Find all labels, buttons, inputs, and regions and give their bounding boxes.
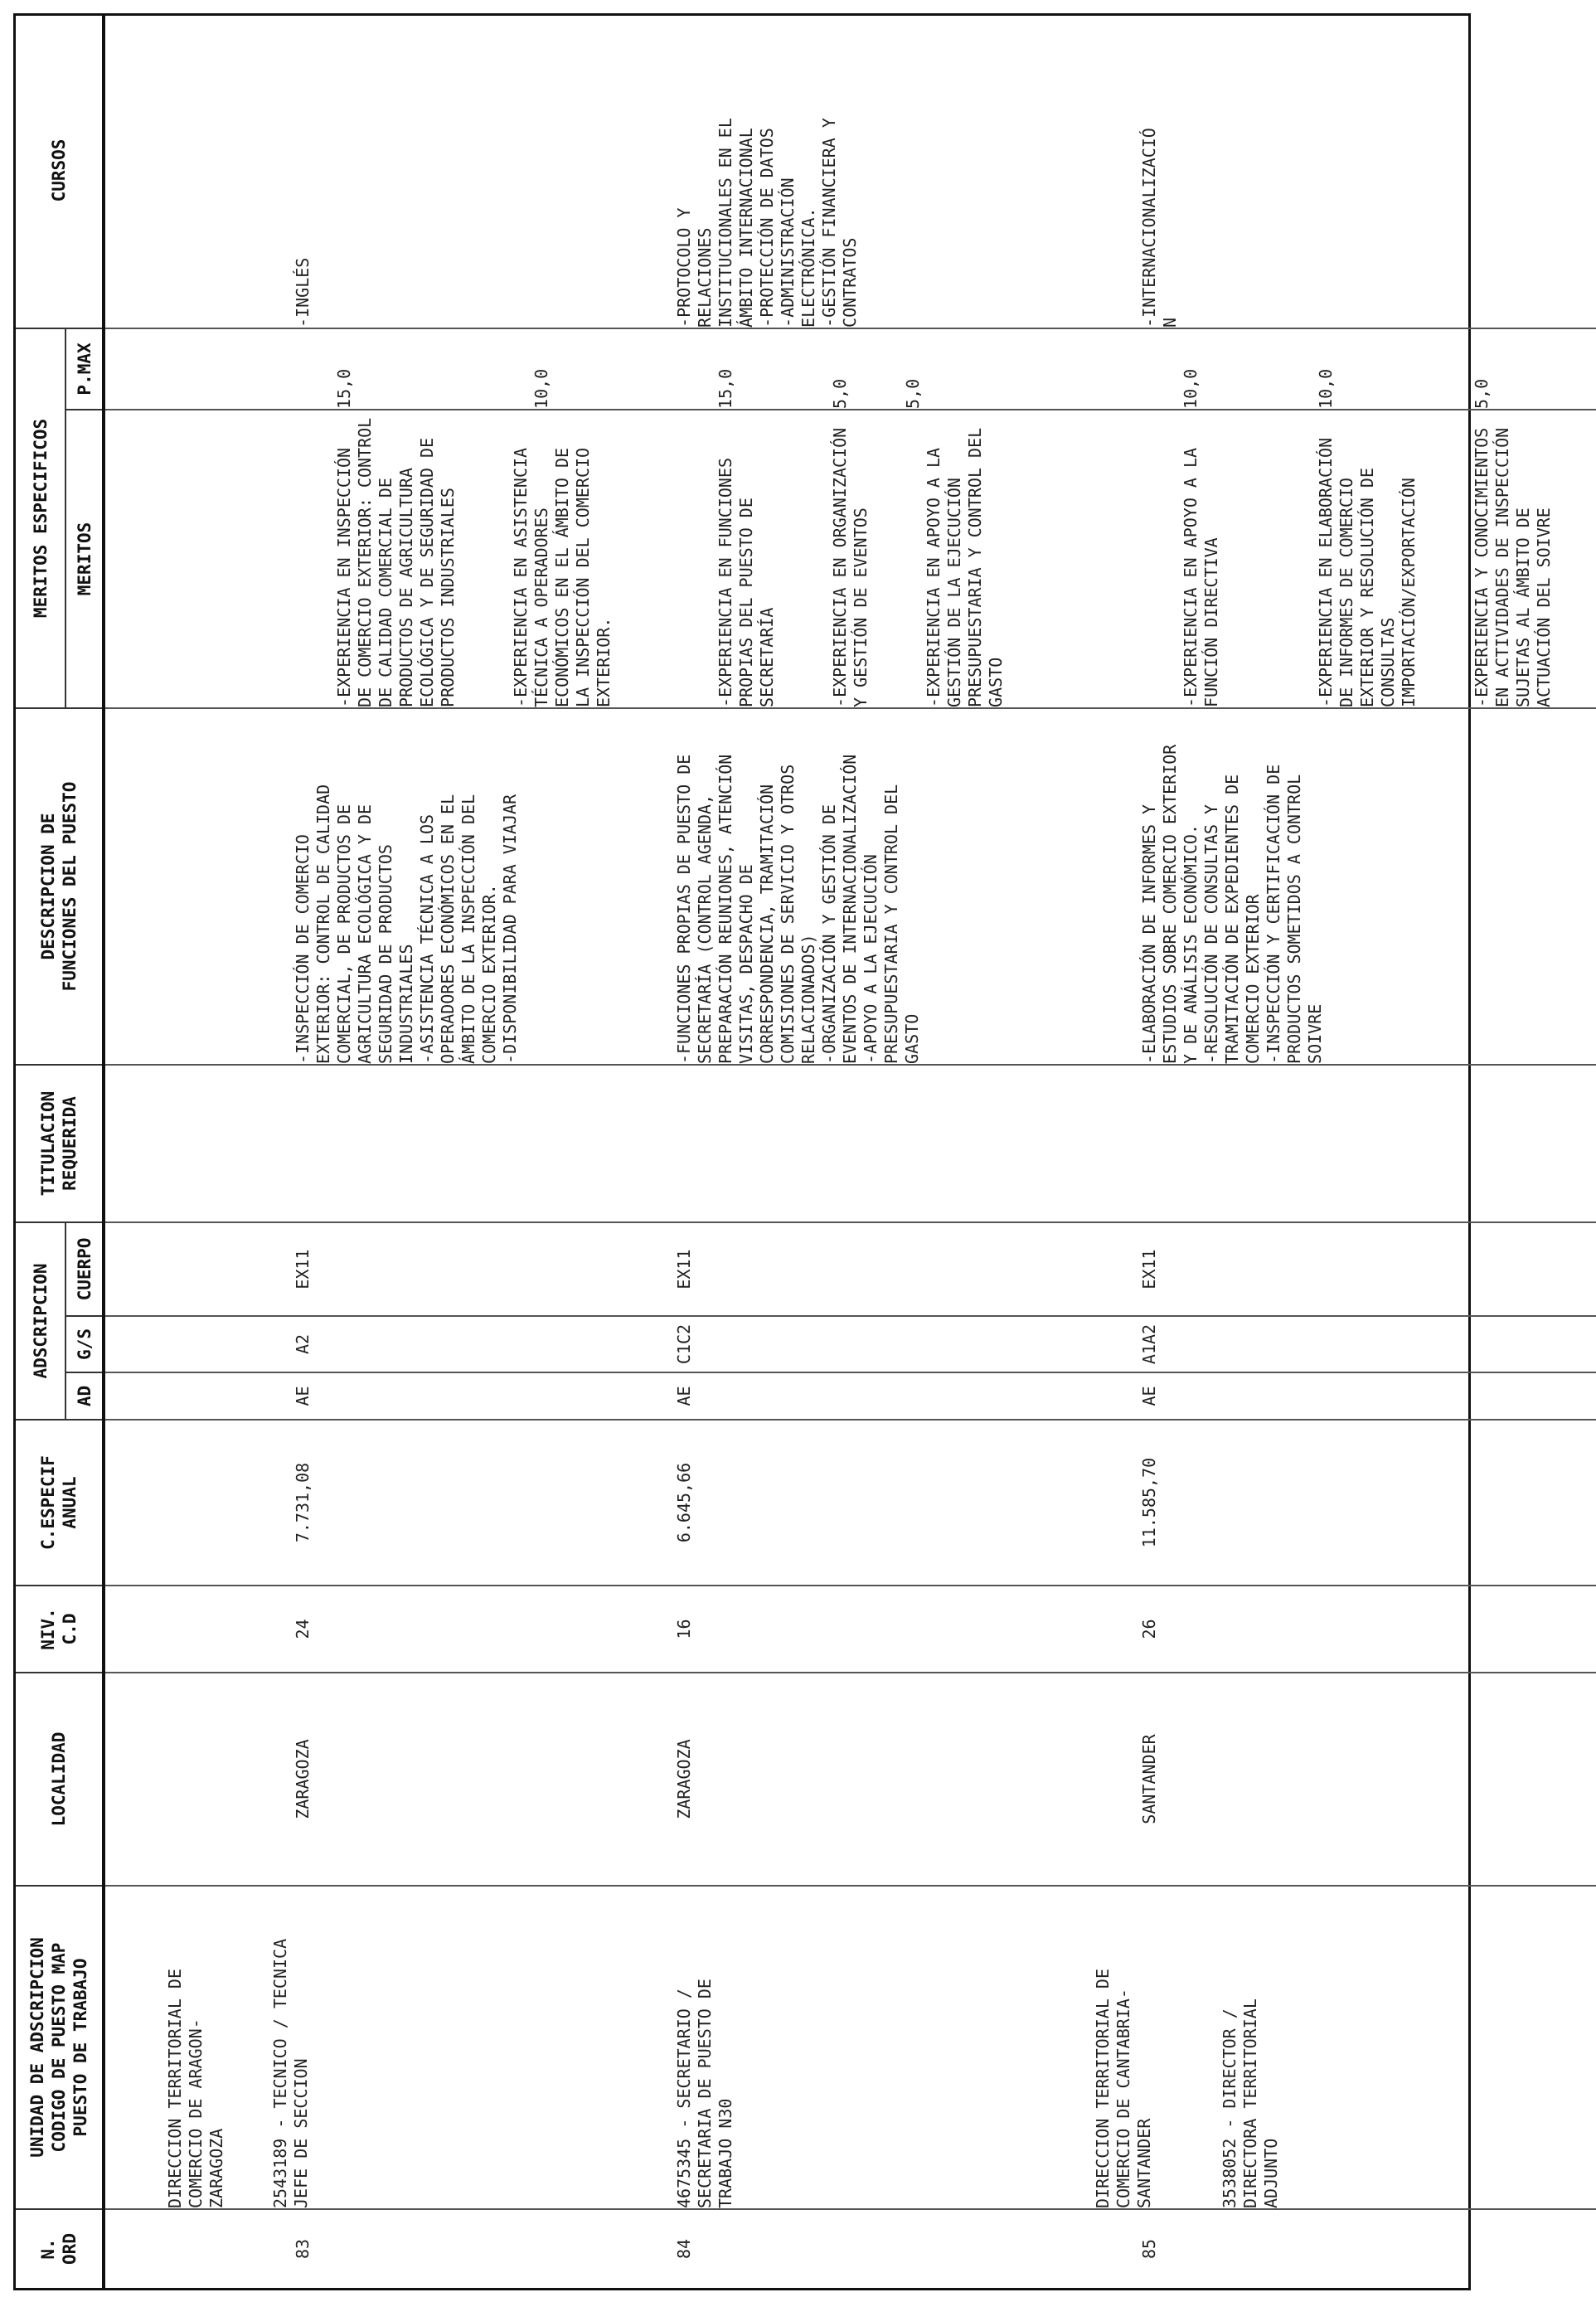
row-85-ad: AE (1048, 1372, 1596, 1420)
row-84-pmax-2: 5,0 (830, 378, 850, 409)
row-85-titulacion (1048, 1065, 1596, 1222)
row-83-cursos: -INGLÉS (293, 257, 313, 328)
row-85-pmax-1: 10,0 (1181, 368, 1201, 409)
table-row (104, 13, 656, 2288)
row-85-merito-2: -EXPERIENCIA EN ELABORACIÓN DE INFORMES DE COMERCIO EXTERIOR Y RESOLUCIÓN DE CONSULTAS IMPORTACIÓN/EXPORTACIÓN (1316, 437, 1419, 707)
row-83-pmax (104, 328, 656, 410)
row-84-pmax (656, 328, 1048, 410)
table-frame (13, 13, 1554, 2290)
row-84-cursos: -PROTOCOLO Y RELACIONES INSTITUCIONALES EN EL ÁMBITO INTERNACIONAL -PROTECCIÓN DE DATOS -ADMINISTRACIÓN ELECTRÓNICA. -GESTIÓN FINANCIERA Y CONTRATOS (674, 118, 860, 328)
row-83-meritos (104, 410, 656, 708)
row-84-merito-1: -EXPERIENCIA EN FUNCIONES PROPIAS DEL PUESTO DE SECRETARÍA (716, 457, 777, 707)
row-83-descripcion: -INSPECCIÓN DE COMERCIO EXTERIOR: CONTROL DE CALIDAD COMERCIAL, DE PRODUCTOS DE AGRICULTURA ECOLÓGICA Y DE SEGURIDAD DE PRODUCTOS INDUSTRIALES -ASISTENCIA TÉCNICA A LOS OPERADORES ECONÓMICOS EN EL ÁMBITO DE LA INSPECCIÓN DEL COMERCIO EXTERIOR. -DISPONIBILIDAD PARA VIAJAR (104, 708, 656, 1065)
row-83-n-ord: 83 (104, 2209, 656, 2288)
row-85-meritos (1048, 410, 1596, 708)
row-84-merito-3: -EXPERIENCIA EN APOYO A LA GESTIÓN DE LA EJECUCIÓN PRESUPUESTARIA Y CONTROL DEL GASTO (924, 427, 1006, 707)
table-row (1048, 13, 1596, 2288)
header-ad: AD (65, 1372, 102, 1420)
row-85-descripcion: -ELABORACIÓN DE INFORMES Y ESTUDIOS SOBRE COMERCIO EXTERIOR Y DE ANÁLISIS ECONÓMICO. -RESOLUCIÓN DE CONSULTAS Y TRAMITACIÓN DE EXPEDIENTES DE COMERCIO EXTERIOR -INSPECCIÓN Y CERTIFICACIÓN DE PRODUCTOS SOMETIDOS A CONTROL SOIVRE (1048, 708, 1596, 1065)
header-n-ord: N. ORD (16, 2209, 102, 2288)
row-85-cuerpo: EX11 (1048, 1222, 1596, 1316)
row-84-c-especif: 6.645,66 (656, 1420, 1048, 1586)
row-83-puesto: 2543189 - TECNICO / TECNICA JEFE DE SECCION (270, 1938, 311, 2208)
row-83-gs: A2 (104, 1316, 656, 1372)
row-85-pmax-3: 5,0 (1472, 378, 1492, 409)
row-85-n-ord: 85 (1048, 2209, 1596, 2288)
row-84-puesto: 4675345 - SECRETARIO / SECRETARIA DE PUESTO DE TRABAJO N30 (656, 1886, 1048, 2209)
header-niv: NIV. C.D (16, 1586, 102, 1673)
row-85-puesto: 3538052 - DIRECTOR / DIRECTORA TERRITORIAL ADJUNTO (1220, 1998, 1281, 2208)
header-c-especif: C.ESPECIF ANUAL (16, 1420, 102, 1586)
row-83-c-especif: 7.731,08 (104, 1420, 656, 1586)
row-84-pmax-1: 15,0 (716, 368, 735, 409)
header-cuerpo: CUERPO (65, 1222, 102, 1316)
row-84-gs: C1C2 (656, 1316, 1048, 1372)
row-85-pmax-2: 10,0 (1316, 368, 1336, 409)
row-83-ad: AE (104, 1372, 656, 1420)
row-84-meritos (656, 410, 1048, 708)
row-84-merito-2: -EXPERIENCIA EN ORGANIZACIÓN Y GESTIÓN DE EVENTOS (830, 427, 871, 707)
header-descripcion: DESCRIPCION DE FUNCIONES DEL PUESTO (16, 708, 102, 1065)
row-83-localidad: ZARAGOZA (104, 1673, 656, 1886)
row-83-merito-1: -EXPERIENCIA EN INSPECCIÓN DE COMERCIO EXTERIOR: CONTROL DE CALIDAD COMERCIAL DE PRODUCTOS DE AGRICULTURA ECOLÓGICA Y DE SEGURIDAD DE PRODUCTOS INDUSTRIALES (334, 417, 458, 707)
row-85-pmax (1048, 328, 1596, 410)
row-85-cursos: -INTERNACIONALIZACIÓ N (1139, 128, 1180, 328)
header-meritos-especificos: MERITOS ESPECIFICOS (16, 328, 65, 708)
header-pmax: P.MAX (65, 328, 102, 410)
row-85-niv: 26 (1048, 1586, 1596, 1673)
header-meritos: MERITOS (65, 410, 102, 708)
row-85-unidad (1048, 1886, 1596, 2209)
row-83-pmax-2: 10,0 (531, 368, 551, 409)
header-unidad: UNIDAD DE ADSCRIPCION CODIGO DE PUESTO MAP PUESTO DE TRABAJO (16, 1886, 102, 2209)
row-85-merito-3: -EXPERIENCIA Y CONOCIMIENTOS EN ACTIVIDADES DE INSPECCIÓN SUJETAS AL ÁMBITO DE ACTUACIÓN DEL SOIVRE (1472, 427, 1554, 707)
row-83-titulacion (104, 1065, 656, 1222)
row-84-niv: 16 (656, 1586, 1048, 1673)
row-85-gs: A1A2 (1048, 1316, 1596, 1372)
header-localidad: LOCALIDAD (16, 1673, 102, 1886)
header-adscripcion: ADSCRIPCION (16, 1222, 65, 1420)
row-85-unit-header: DIRECCION TERRITORIAL DE COMERCIO DE CANTABRIA- SANTANDER (1093, 1969, 1154, 2208)
row-84-n-ord: 84 (656, 2209, 1048, 2288)
header-cursos: CURSOS (49, 138, 69, 202)
row-83-merito-2: -EXPERIENCIA EN ASISTENCIA TÉCNICA A OPERADORES ECONÓMICOS EN EL ÁMBITO DE LA INSPECCIÓN DEL COMERCIO EXTERIOR. (511, 447, 614, 707)
row-84-cuerpo: EX11 (656, 1222, 1048, 1316)
row-84-descripcion: -FUNCIONES PROPIAS DE PUESTO DE SECRETARÍA (CONTROL AGENDA, PREPARACIÓN REUNIONES, ATENCIÓN VISITAS, DESPACHO DE CORRESPONDENCIA, TRAMITACIÓN COMISIONES DE SERVICIO Y OTROS RELACIONADOS) -ORGANIZACIÓN Y GESTIÓN DE EVENTOS DE INTERNACIONALIZACIÓN -APOYO A LA EJECUCIÓN PRESUPUESTARIA Y CONTROL DEL GASTO (656, 708, 1048, 1065)
row-83-cuerpo: EX11 (104, 1222, 656, 1316)
row-85-merito-1: -EXPERIENCIA EN APOYO A LA FUNCIÓN DIRECTIVA (1181, 447, 1221, 707)
row-85-c-especif: 11.585,70 (1048, 1420, 1596, 1586)
row-85-localidad: SANTANDER (1048, 1673, 1596, 1886)
row-84-pmax-3: 5,0 (903, 378, 923, 409)
row-84-ad: AE (656, 1372, 1048, 1420)
row-83-unit-header: DIRECCION TERRITORIAL DE COMERCIO DE ARAGON- ZARAGOZA (165, 1969, 226, 2208)
header-gs: G/S (65, 1316, 102, 1372)
header-titulacion: TITULACION REQUERIDA (16, 1065, 102, 1222)
table-row (656, 13, 1048, 2288)
row-83-pmax-1: 15,0 (334, 368, 354, 409)
row-84-titulacion (656, 1065, 1048, 1222)
row-83-niv: 24 (104, 1586, 656, 1673)
positions-table (16, 13, 1596, 2288)
row-83-unidad (104, 1886, 656, 2209)
row-84-localidad: ZARAGOZA (656, 1673, 1048, 1886)
